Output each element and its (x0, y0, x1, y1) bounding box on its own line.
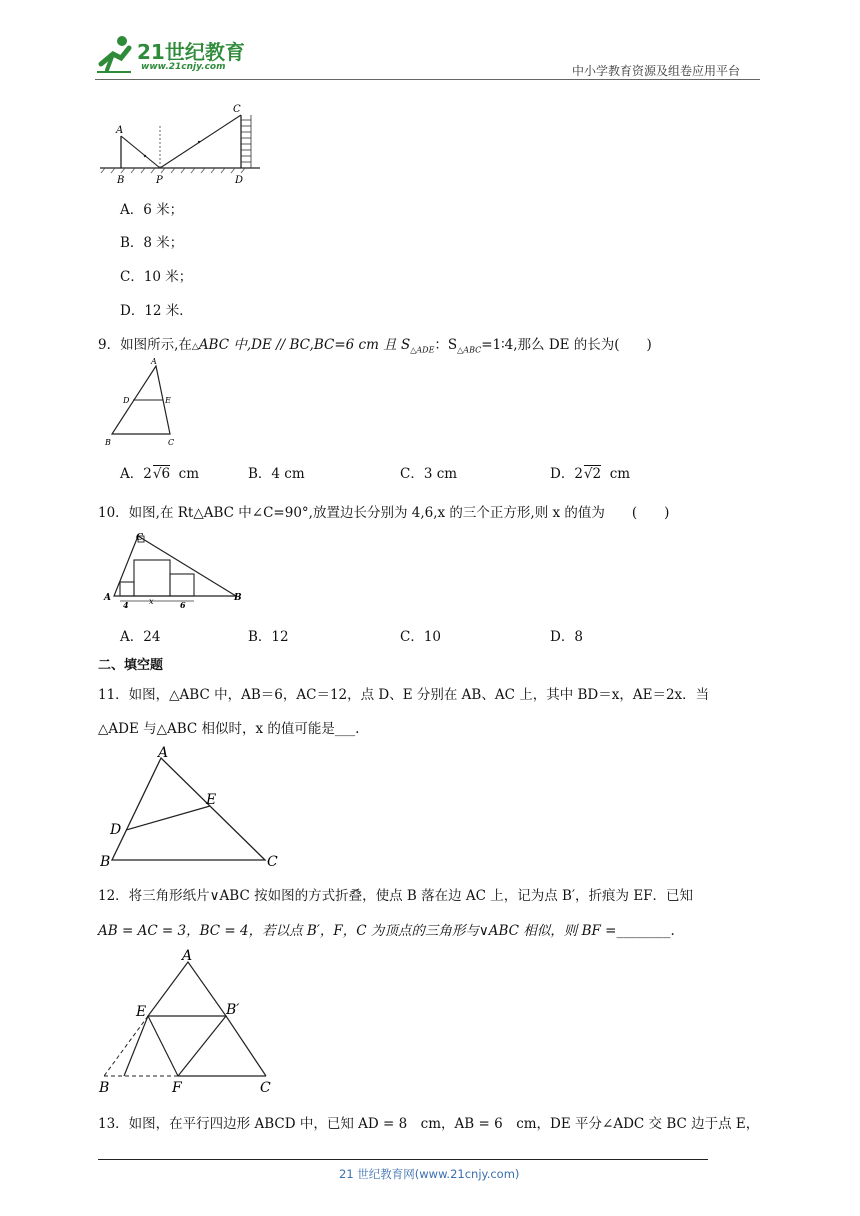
q10-label-x: x (149, 597, 154, 606)
header-logo (95, 34, 265, 76)
header-rule (95, 79, 760, 80)
q8-label-a: A (116, 125, 124, 136)
q11-line2: △ADE 与△ABC 相似时，x 的值可能是___. (98, 721, 360, 737)
q11-label-d: D (110, 822, 122, 838)
q10-option-d: D．8 (550, 629, 583, 645)
section-title: 二、填空题 (98, 658, 164, 673)
q10-label-b: B (234, 593, 242, 603)
q9-label-a: A (151, 357, 157, 366)
q9-option-b: B．4 cm (248, 466, 305, 482)
q11-line1: 11．如图，△ABC 中，AB＝6，AC＝12，点 D、E 分别在 AB、AC 上，其中 BD＝x，AE＝2x．当 (98, 687, 710, 703)
footer-rule (98, 1159, 708, 1160)
q8-label-c: C (233, 104, 241, 115)
site-name: 中小学教育资源及组卷应用平台 (572, 64, 741, 78)
q8-figure (95, 100, 265, 188)
q8-label-b: B (117, 175, 125, 186)
q8-option-b: B．8 米； (120, 235, 184, 251)
q12-label-a: A (182, 948, 193, 964)
q9-label-e: E (165, 396, 171, 405)
q10-label-a: A (104, 593, 111, 603)
q11-label-c: C (267, 854, 278, 868)
q10-figure (102, 528, 252, 612)
q12-label-c: C (260, 1080, 271, 1094)
q12-label-e: E (136, 1004, 147, 1020)
logo-url-text: www.21cnjy.com (141, 62, 226, 72)
q8-option-c: C．10 米； (120, 269, 193, 285)
q10-option-c: C．10 (400, 629, 442, 645)
q10-label-c: C (136, 533, 144, 543)
q10-label-4: 4 (123, 600, 129, 610)
q10-stem: 10．如图,在 Rt△ABC 中∠C=90°,放置边长分别为 4,6,x 的三个正方形,则 x 的值为 ( ) (98, 505, 670, 521)
q11-figure (100, 744, 290, 868)
q10-option-a: A．24 (120, 629, 161, 645)
q12-figure (96, 946, 286, 1094)
q11-label-b: B (100, 854, 111, 868)
q10-option-b: B．12 (248, 629, 289, 645)
q8-label-p: P (156, 175, 163, 186)
q11-label-a: A (158, 745, 169, 761)
q9-label-c: C (168, 438, 175, 447)
q8-label-d: D (235, 175, 244, 186)
q11-label-e: E (206, 792, 217, 808)
q9-label-b: B (105, 438, 111, 447)
q9-option-c: C．3 cm (400, 466, 458, 482)
q12-line2: AB = AC = 3，BC = 4，若以点 B′，F，C 为顶点的三角形与∨ABC 相似，则 BF =________. (98, 923, 675, 939)
q9-option-d: D．2√2 cm (550, 466, 631, 482)
q8-option-d: D．12 米． (120, 303, 193, 319)
q13-line1: 13．如图，在平行四边形 ABCD 中，已知 AD = 8 cm，AB = 6 cm，DE 平分∠ADC 交 BC 边于点 E， (98, 1116, 760, 1132)
q9-stem: 9．如图所示,在△ABC 中,DE // BC,BC=6 cm 且 $S_{\triangle ADE}$：$S_{\triangle ABC}=1∶4$,那么 DE 的长为( ) (98, 337, 652, 355)
q12-label-f: F (172, 1080, 182, 1094)
footer-text: 21 世纪教育网(www.21cnjy.com) (339, 1167, 520, 1181)
q12-label-b: B (99, 1080, 110, 1094)
runner-logo-icon (95, 34, 135, 74)
q9-figure (100, 356, 185, 448)
q8-option-a: A．6 米； (120, 202, 184, 218)
logo-main-text: 21世纪教育 (137, 40, 245, 64)
q10-label-6: 6 (180, 600, 186, 610)
q12-label-bprime: B′ (226, 1002, 240, 1018)
q12-line1: 12．将三角形纸片∨ABC 按如图的方式折叠，使点 B 落在边 AC 上，记为点 B′，折痕为 EF．已知 (98, 888, 694, 904)
q9-option-a: A．2√6 cm (120, 466, 200, 482)
q9-label-d: D (123, 396, 130, 405)
